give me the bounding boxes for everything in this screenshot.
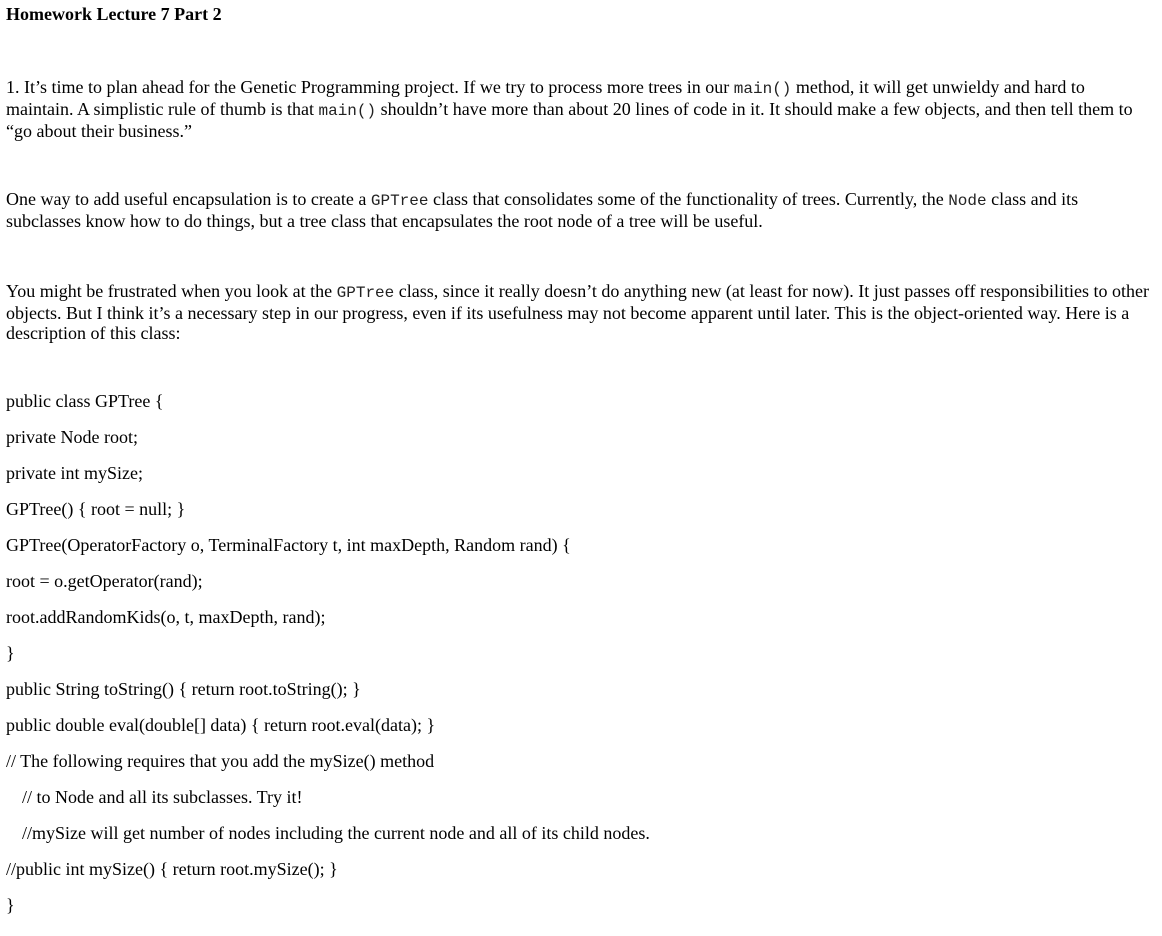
code-line-class-decl: public class GPTree { — [6, 391, 164, 411]
paragraph-intro-text-a: 1. It’s time to plan ahead for the Genetic Programming project. If we try to process more trees in our — [6, 77, 734, 97]
document-title: Homework Lecture 7 Part 2 — [6, 4, 222, 24]
code-line-close-class: } — [6, 895, 15, 915]
inline-code-gptree-2: GPTree — [336, 284, 395, 302]
code-line-tostring: public String toString() { return root.toString(); } — [6, 679, 361, 699]
code-line-eval: public double eval(double[] data) { return root.eval(data); } — [6, 715, 436, 735]
code-line-get-operator: root = o.getOperator(rand); — [6, 571, 203, 591]
inline-code-main-2: main() — [318, 102, 377, 120]
code-line-add-random-kids: root.addRandomKids(o, t, maxDepth, rand); — [6, 607, 326, 627]
paragraph-description-text-b: class, since it really doesn’t do anything new (at least for now). It just passes off responsibilities to other objects. But I think it’s a necessary step in our progress, even if its usefulness may not become apparent until later. This is the object-oriented way. Here is a description of this class: — [6, 281, 1149, 343]
code-line-comment-3: //mySize will get number of nodes including the current node and all of its child nodes. — [22, 823, 650, 843]
code-line-constructor: GPTree(OperatorFactory o, TerminalFactory t, int maxDepth, Random rand) { — [6, 535, 571, 555]
code-line-size-field: private int mySize; — [6, 463, 143, 483]
code-line-mysize-commented: //public int mySize() { return root.mySize(); } — [6, 859, 338, 879]
paragraph-intro-text-c: shouldn’t have more than about 20 lines of code in it. It should make a few objects, and then tell them to “go about their business.” — [6, 99, 1133, 141]
paragraph-intro — [6, 77, 1152, 141]
paragraph-description — [6, 281, 1152, 343]
code-line-root-field: private Node root; — [6, 427, 138, 447]
code-line-default-constructor: GPTree() { root = null; } — [6, 499, 186, 519]
paragraph-encapsulation-text-a: One way to add useful encapsulation is to create a — [6, 189, 371, 209]
inline-code-main-1: main() — [733, 80, 792, 98]
paragraph-intro-text-b: method, it will get unwieldy and hard to maintain. A simplistic rule of thumb is that — [6, 77, 1085, 119]
inline-code-node: Node — [948, 192, 987, 210]
paragraph-encapsulation — [6, 189, 1152, 231]
code-line-close-constructor: } — [6, 643, 15, 663]
paragraph-encapsulation-text-c: class and its subclasses know how to do things, but a tree class that encapsulates the root node of a tree will be useful. — [6, 189, 1079, 231]
inline-code-gptree: GPTree — [370, 192, 429, 210]
paragraph-encapsulation-text-b: class that consolidates some of the functionality of trees. Currently, the — [428, 189, 949, 209]
code-line-comment-2: // to Node and all its subclasses. Try it! — [22, 787, 303, 807]
code-line-comment-1: // The following requires that you add the mySize() method — [6, 751, 435, 771]
paragraph-description-text-a: You might be frustrated when you look at the — [6, 281, 337, 301]
